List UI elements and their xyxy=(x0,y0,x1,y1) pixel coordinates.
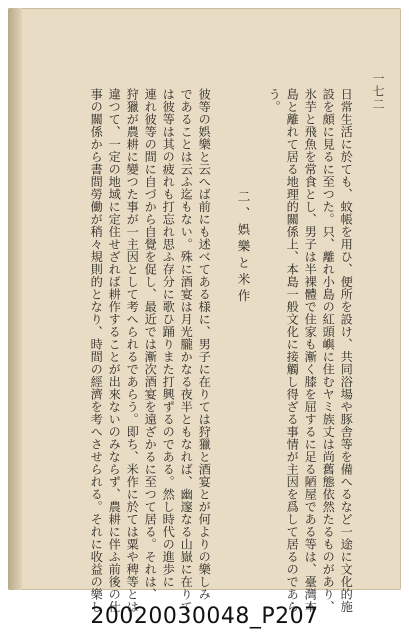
page-spine xyxy=(8,8,22,590)
text-column: う。 xyxy=(267,88,282,113)
book-page xyxy=(8,8,401,613)
text-column: 日常生活に於ても、蚊帳を用ひ、便所を設け、共同浴場や豚舎等を備へるなど一途に文化的施 xyxy=(339,88,354,613)
text-column: 違つて、一定の地域に定住せざれば耕作することが出來ないのみならず、農耕に伴ふ前後の仕 xyxy=(107,88,122,613)
image-id-caption: 20020030048_P207 xyxy=(90,604,319,629)
text-column: 設を頗に見るに至つた。只、離れ小島の紅頭嶼に住むヤミ族丈は尚舊態依然たるものがあり、 xyxy=(321,88,336,613)
text-column: 氷芋と飛魚を常食とし、男子は半裸體で住家も漸く膝を屈するに足る陋屋である等は、臺灣本 xyxy=(303,88,318,613)
page-number: 一七二 xyxy=(371,72,385,111)
text-column: 事の關係から書間勞働が稍々規則的となり、時間の經濟を考へさせられる。それに收益の樂し xyxy=(89,88,104,613)
text-column: 狩獵が農耕に變つた事が一主因として考へられるであらう。即ち、米作に於ては粟や稗等とは xyxy=(125,88,140,613)
text-column: は彼等は其の疲れも打忘れ思ふ存分に歌ひ踊りまた打興ずるのである。然し時代の進歩に xyxy=(161,88,176,588)
text-column: 連れ彼等の間に自づから自覺を促し、最近では漸次酒宴を遠ざかるに至つて居る。それは、 xyxy=(143,88,158,601)
section-heading: 二、娯樂と米作 xyxy=(236,190,251,306)
text-column: であることは云ふ迄もない。殊に酒宴は月光朧かなる夜半ともなれば、幽邃なる山嶽に在りて xyxy=(179,88,194,613)
text-column: 彼等の娯樂と云へば前にも述べてある様に、男子に在りては狩獵と酒宴とが何よりの樂しみ xyxy=(197,88,212,601)
text-column: 島と離れて居る地理的關係上、本島一般文化に接觸し得ざる事情が主因を爲して居るのであら xyxy=(285,88,300,613)
